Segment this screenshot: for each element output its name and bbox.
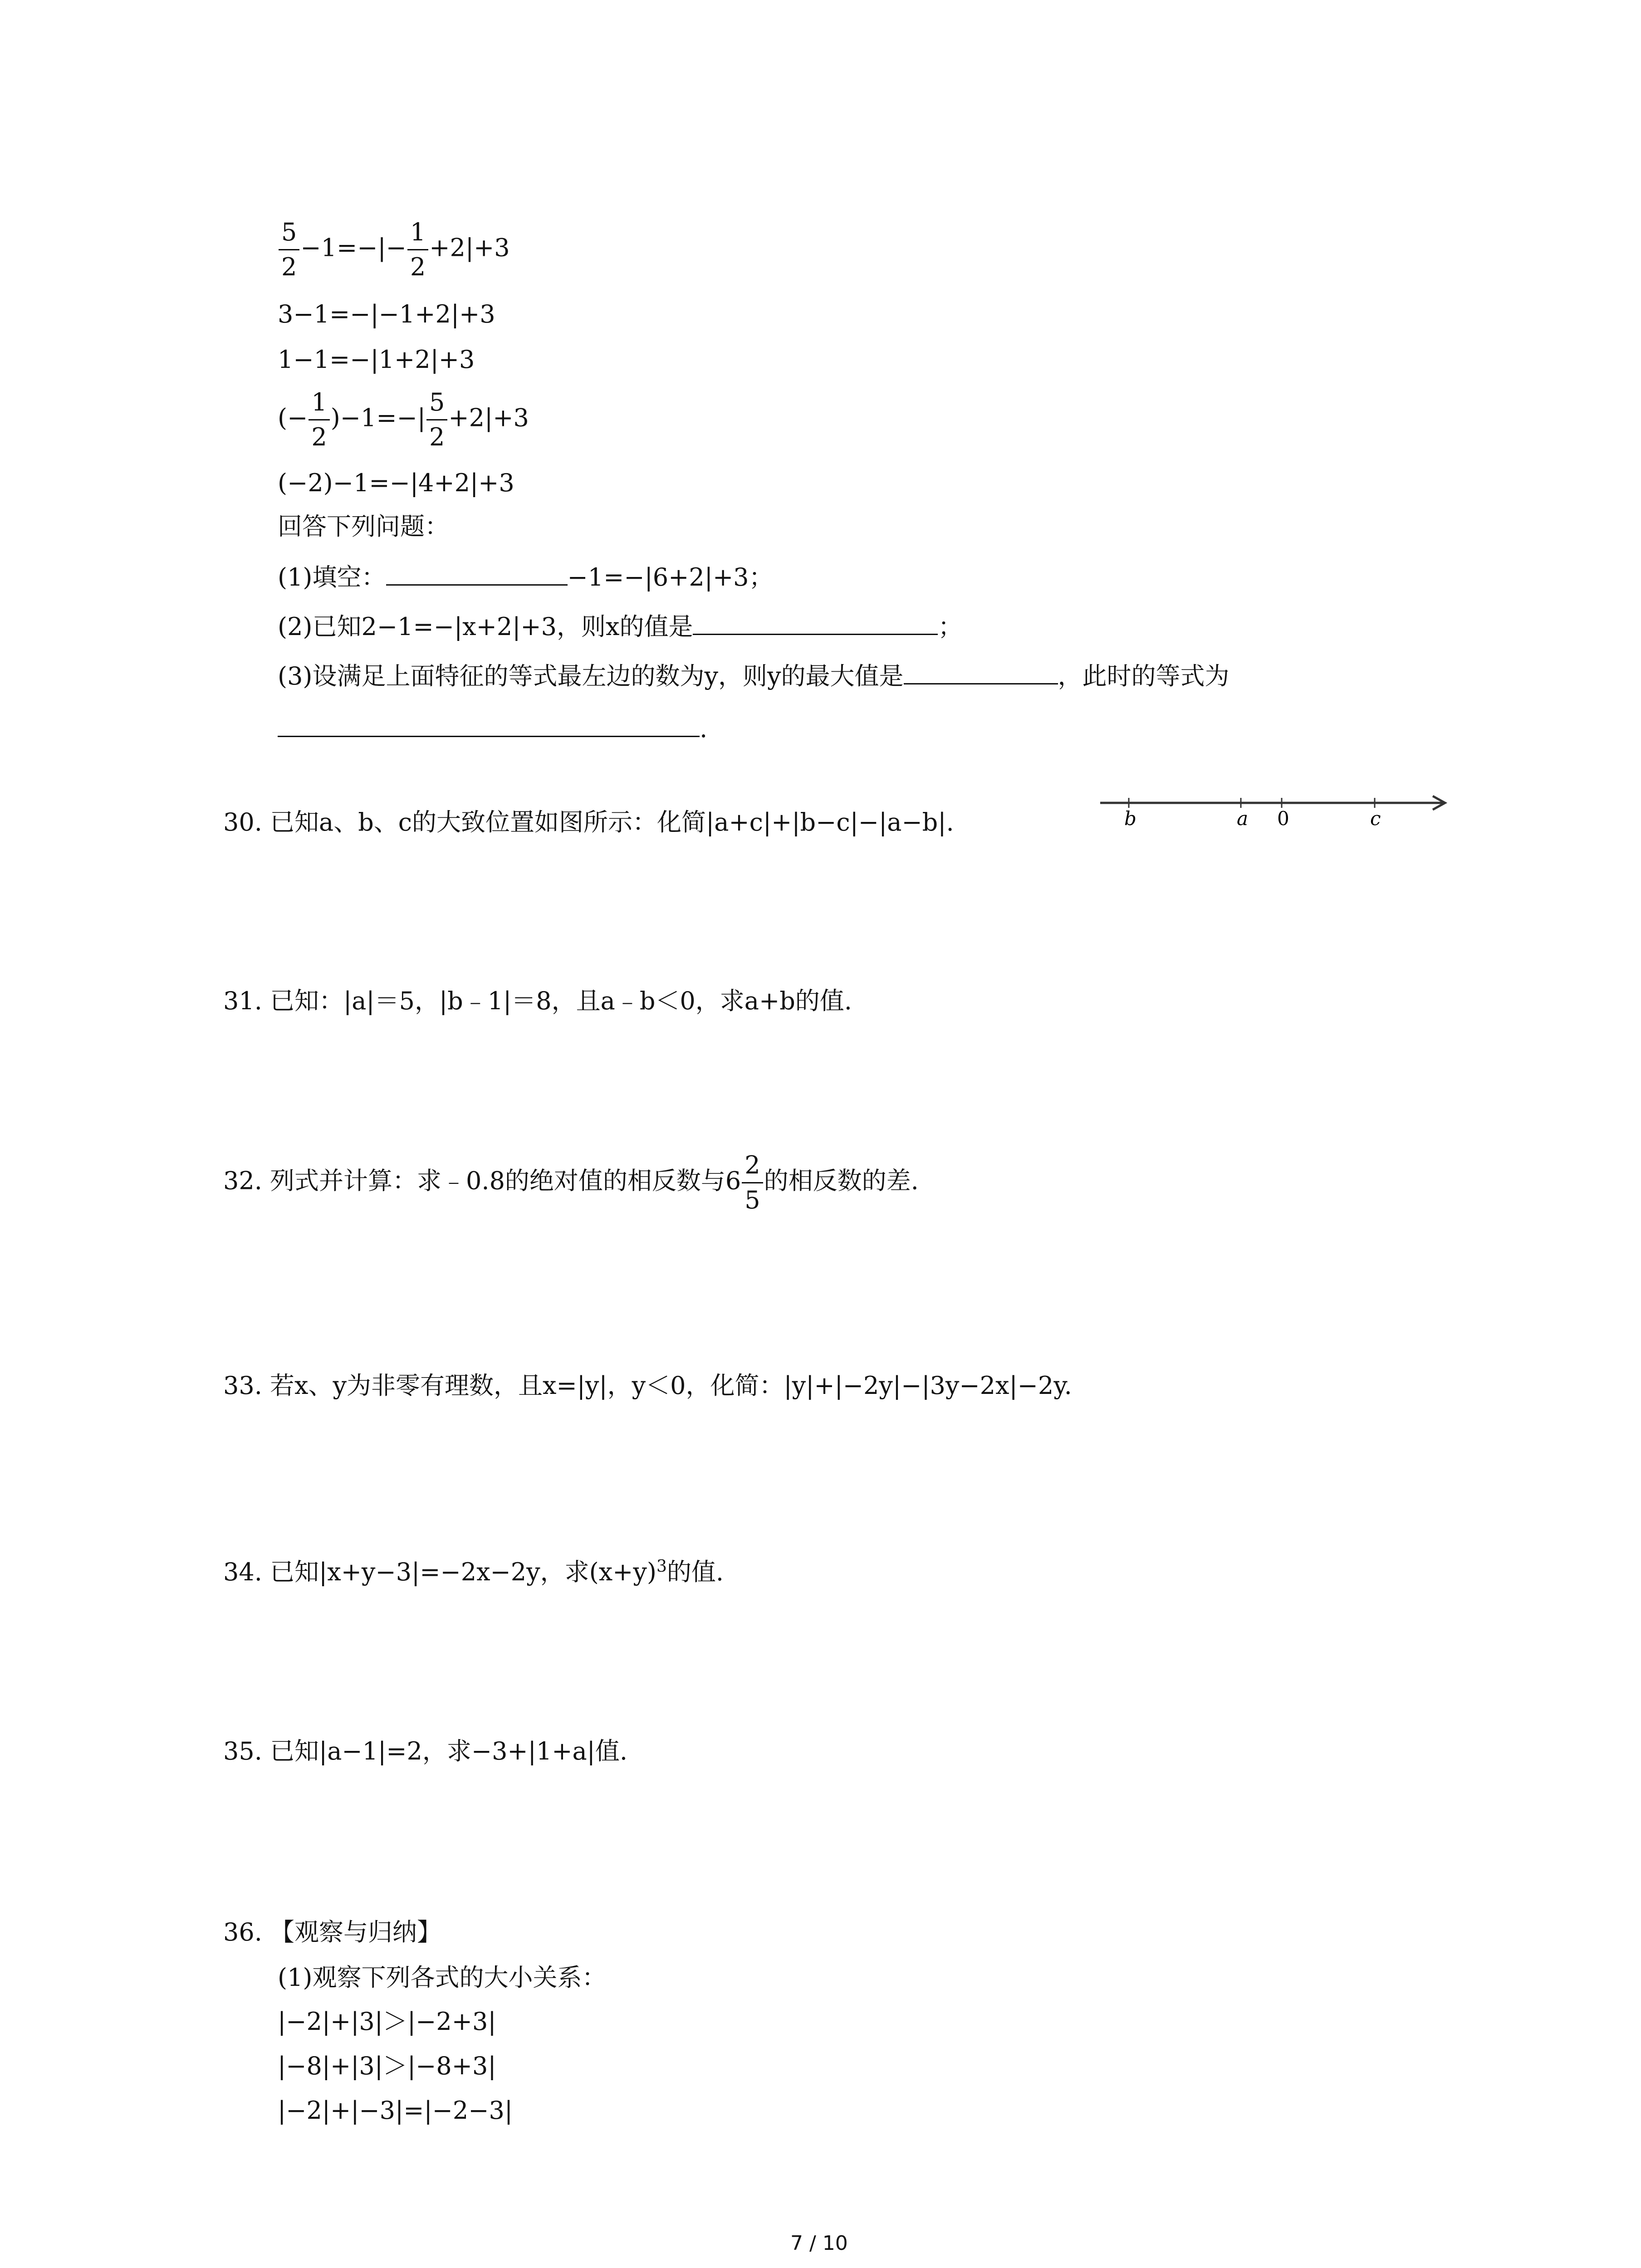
number-line-figure	[1098, 787, 1452, 837]
problem-33: 33. 若x、y为非零有理数，且x=|y|，y＜0，化简：|y|+|−2y|−|3y−2x|−2y.	[223, 1371, 1072, 1400]
problem-36-title: 36. 【观察与归纳】	[223, 1918, 442, 1946]
question-1: (1)填空： −1=−|6+2|+3；	[278, 563, 774, 591]
problem-35: 35. 已知|a−1|=2，求−3+|1+a|值.	[223, 1737, 628, 1765]
problem-34: 34. 已知|x+y−3|=−2x−2y，求$(x+y)^3$的值.	[223, 1557, 724, 1586]
fraction: $\frac{2}{5}$	[742, 1153, 763, 1212]
fraction: $\frac{5}{2}$	[279, 220, 299, 279]
answer-prompt: 回答下列问题：	[278, 512, 449, 541]
question-3-continued: .	[278, 717, 707, 741]
problem-36-subtitle: (1)观察下列各式的大小关系：	[278, 1963, 607, 1992]
answer-blank[interactable]	[693, 632, 938, 635]
fraction: $\frac{5}{2}$	[426, 390, 447, 450]
answer-blank[interactable]	[904, 681, 1058, 684]
question-2: (2)已知2−1=−|x+2|+3，则x的值是 ；	[278, 612, 963, 641]
label-a: a	[1237, 807, 1249, 830]
problem-30: 30. 已知a、b、c的大致位置如图所示：化简|a+c|+|b−c|−|a−b|.	[223, 808, 954, 836]
prev-line-1: $\frac{5}{2}$ −1=−|− $\frac{1}{2}$ +2|+3	[278, 220, 510, 279]
page-number: 7 / 10	[790, 2232, 848, 2255]
answer-blank[interactable]	[278, 734, 700, 737]
fraction: $\frac{1}{2}$	[407, 220, 428, 279]
problem-31: 31. 已知：|a|＝5，|b﹣1|＝8，且a﹣b＜0，求a+b的值.	[223, 987, 852, 1015]
label-0: 0	[1277, 807, 1289, 830]
answer-blank[interactable]	[386, 582, 568, 586]
problem-36-line-3: |−2|+|−3|=|−2−3|	[278, 2096, 513, 2125]
prev-line-5: (−2)−1=−|4+2|+3	[278, 469, 514, 497]
prev-line-3: 1−1=−|1+2|+3	[278, 345, 475, 374]
problem-36-line-1: |−2|+|3|＞|−2+3|	[278, 2007, 496, 2036]
fraction: $\frac{1}{2}$	[309, 390, 329, 450]
prev-line-2: 3−1=−|−1+2|+3	[278, 300, 495, 328]
problem-36-line-2: |−8|+|3|＞|−8+3|	[278, 2052, 496, 2080]
label-c: c	[1370, 807, 1381, 830]
problem-32: 32. 列式并计算：求﹣0.8的绝对值的相反数与6 $\frac{2}{5}$ 的相反数的差.	[223, 1151, 919, 1214]
prev-line-4: (− $\frac{1}{2}$ )−1=−| $\frac{5}{2}$ +2|+3	[278, 388, 529, 451]
label-b: b	[1124, 807, 1136, 830]
question-3: (3)设满足上面特征的等式最左边的数为y，则y的最大值是 ，此时的等式为	[278, 662, 1230, 690]
